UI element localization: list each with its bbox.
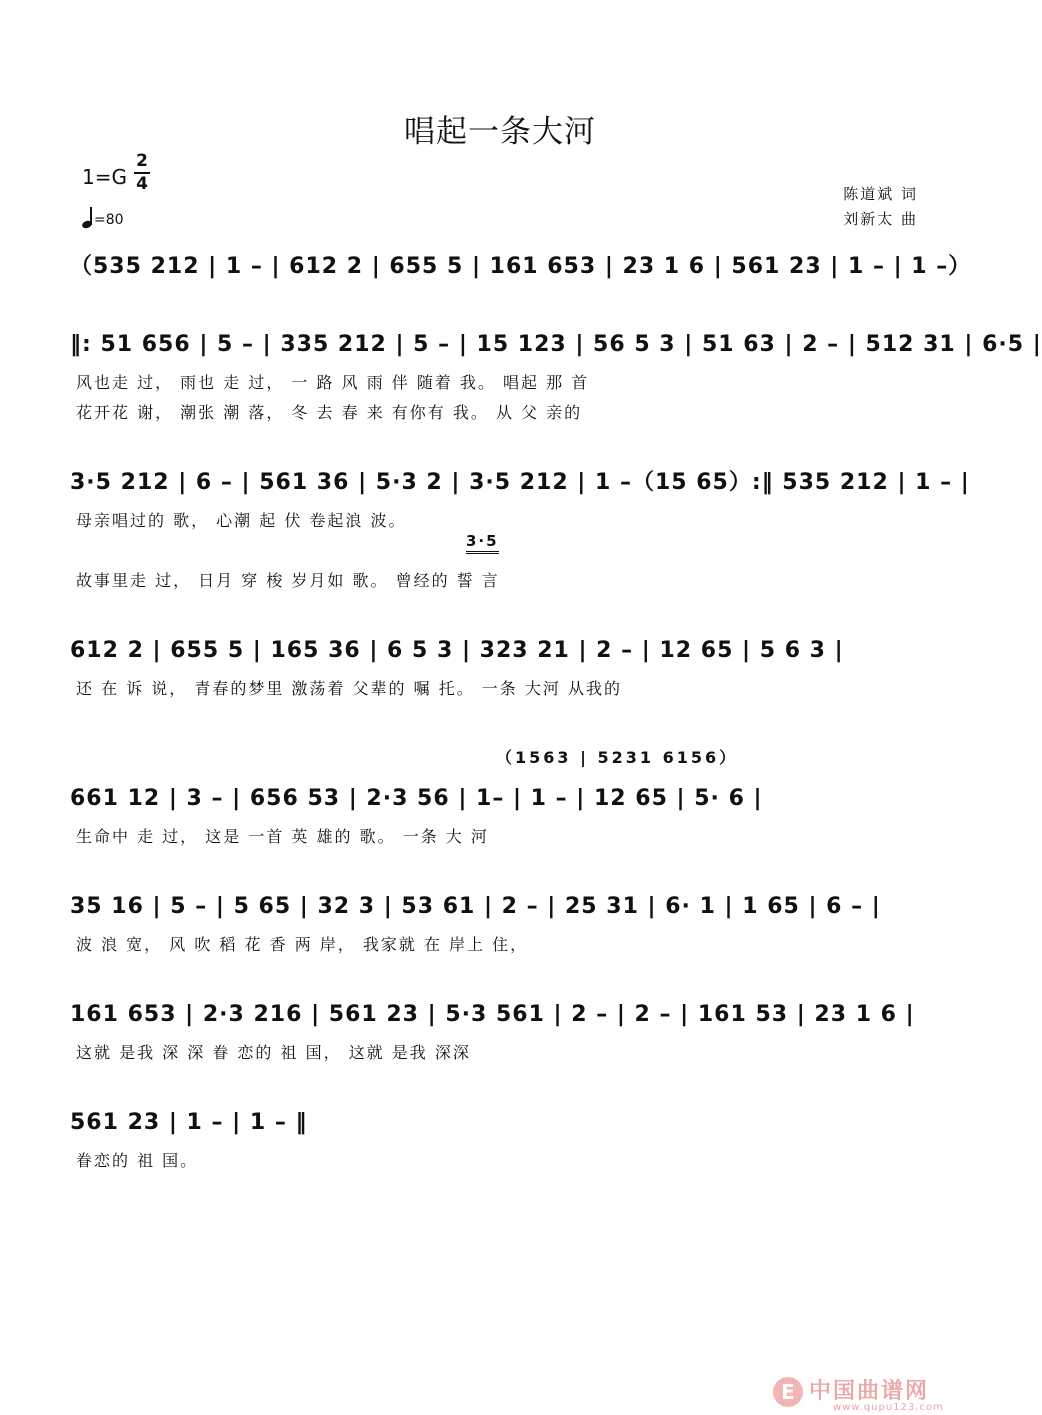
tempo-marking bbox=[82, 206, 124, 228]
meter-bottom: 4 bbox=[136, 174, 148, 194]
lyric-line-6: 波 浪 宽， 风 吹 稻 花 香 两 岸， 我家就 在 岸上 住， bbox=[76, 935, 529, 954]
score-line-5: 661 12 | 3 – | 656 53 | 2·3 56 | 1– | 1 – | 12 65 | 5· 6 | bbox=[70, 786, 763, 811]
site-url: www.qupu123.com bbox=[833, 1402, 944, 1413]
tempo-value: =80 bbox=[94, 212, 124, 228]
score-line-6: 35 16 | 5 – | 5 65 | 32 3 | 53 61 | 2 – | 25 31 | 6· 1 | 1 65 | 6 – | bbox=[70, 894, 881, 919]
lyric-line-3-verse-2: 故事里走 过， 日月 穿 梭 岁月如 歌。 曾经的 誓 言 bbox=[76, 571, 500, 590]
key-signature: 1=G bbox=[82, 165, 127, 189]
score-line-2: ‖: 51 656 | 5 – | 335 212 | 5 – | 15 123 | 56 5 3 | 51 63 | 2 – | 512 31 | 6·5 | bbox=[70, 332, 1042, 357]
quarter-note-icon bbox=[82, 206, 94, 228]
site-logo-icon: E bbox=[773, 1377, 803, 1407]
meter-top: 2 bbox=[136, 151, 148, 171]
interlude-notes: （1563 | 5231 6156） bbox=[496, 748, 739, 767]
lyric-line-8: 眷恋的 祖 国。 bbox=[76, 1151, 199, 1170]
lyric-line-2-verse-1: 风也走 过， 雨也 走 过， 一 路 风 雨 伴 随着 我。 唱起 那 首 bbox=[76, 373, 590, 392]
site-watermark bbox=[773, 1376, 988, 1413]
variant-notes: 3·5 bbox=[466, 532, 499, 554]
lyric-line-5: 生命中 走 过， 这是 一首 英 雄的 歌。 一条 大 河 bbox=[76, 827, 489, 846]
lyric-line-7: 这就 是我 深 深 眷 恋的 祖 国， 这就 是我 深深 bbox=[76, 1043, 471, 1062]
lyricist-credit: 陈道斌 词 bbox=[843, 185, 918, 203]
composer-credit: 刘新太 曲 bbox=[843, 210, 918, 228]
score-line-1: （535 212 | 1 – | 612 2 | 655 5 | 161 653 | 23 1 6 | 561 23 | 1 – | 1 –） bbox=[70, 254, 972, 279]
lyric-line-3-verse-1: 母亲唱过的 歌， 心潮 起 伏 卷起浪 波。 bbox=[76, 511, 407, 530]
score-line-3: 3·5 212 | 6 – | 561 36 | 5·3 2 | 3·5 212 | 1 –（15 65）:‖ 535 212 | 1 – | bbox=[70, 470, 970, 495]
score-line-7: 161 653 | 2·3 216 | 561 23 | 5·3 561 | 2 – | 2 – | 161 53 | 23 1 6 | bbox=[70, 1002, 915, 1027]
song-title: 唱起一条大河 bbox=[404, 114, 596, 150]
score-line-4: 612 2 | 655 5 | 165 36 | 6 5 3 | 323 21 | 2 – | 12 65 | 5 6 3 | bbox=[70, 638, 844, 663]
lyric-line-2-verse-2: 花开花 谢， 潮张 潮 落， 冬 去 春 来 有你有 我。 从 父 亲的 bbox=[76, 403, 583, 422]
time-signature bbox=[134, 152, 150, 194]
site-brand: 中国曲谱网 bbox=[809, 1378, 930, 1404]
lyric-line-4: 还 在 诉 说， 青春的梦里 激荡着 父辈的 嘱 托。 一条 大河 从我的 bbox=[76, 679, 622, 698]
score-line-8: 561 23 | 1 – | 1 – ‖ bbox=[70, 1110, 308, 1135]
credits bbox=[843, 182, 918, 232]
